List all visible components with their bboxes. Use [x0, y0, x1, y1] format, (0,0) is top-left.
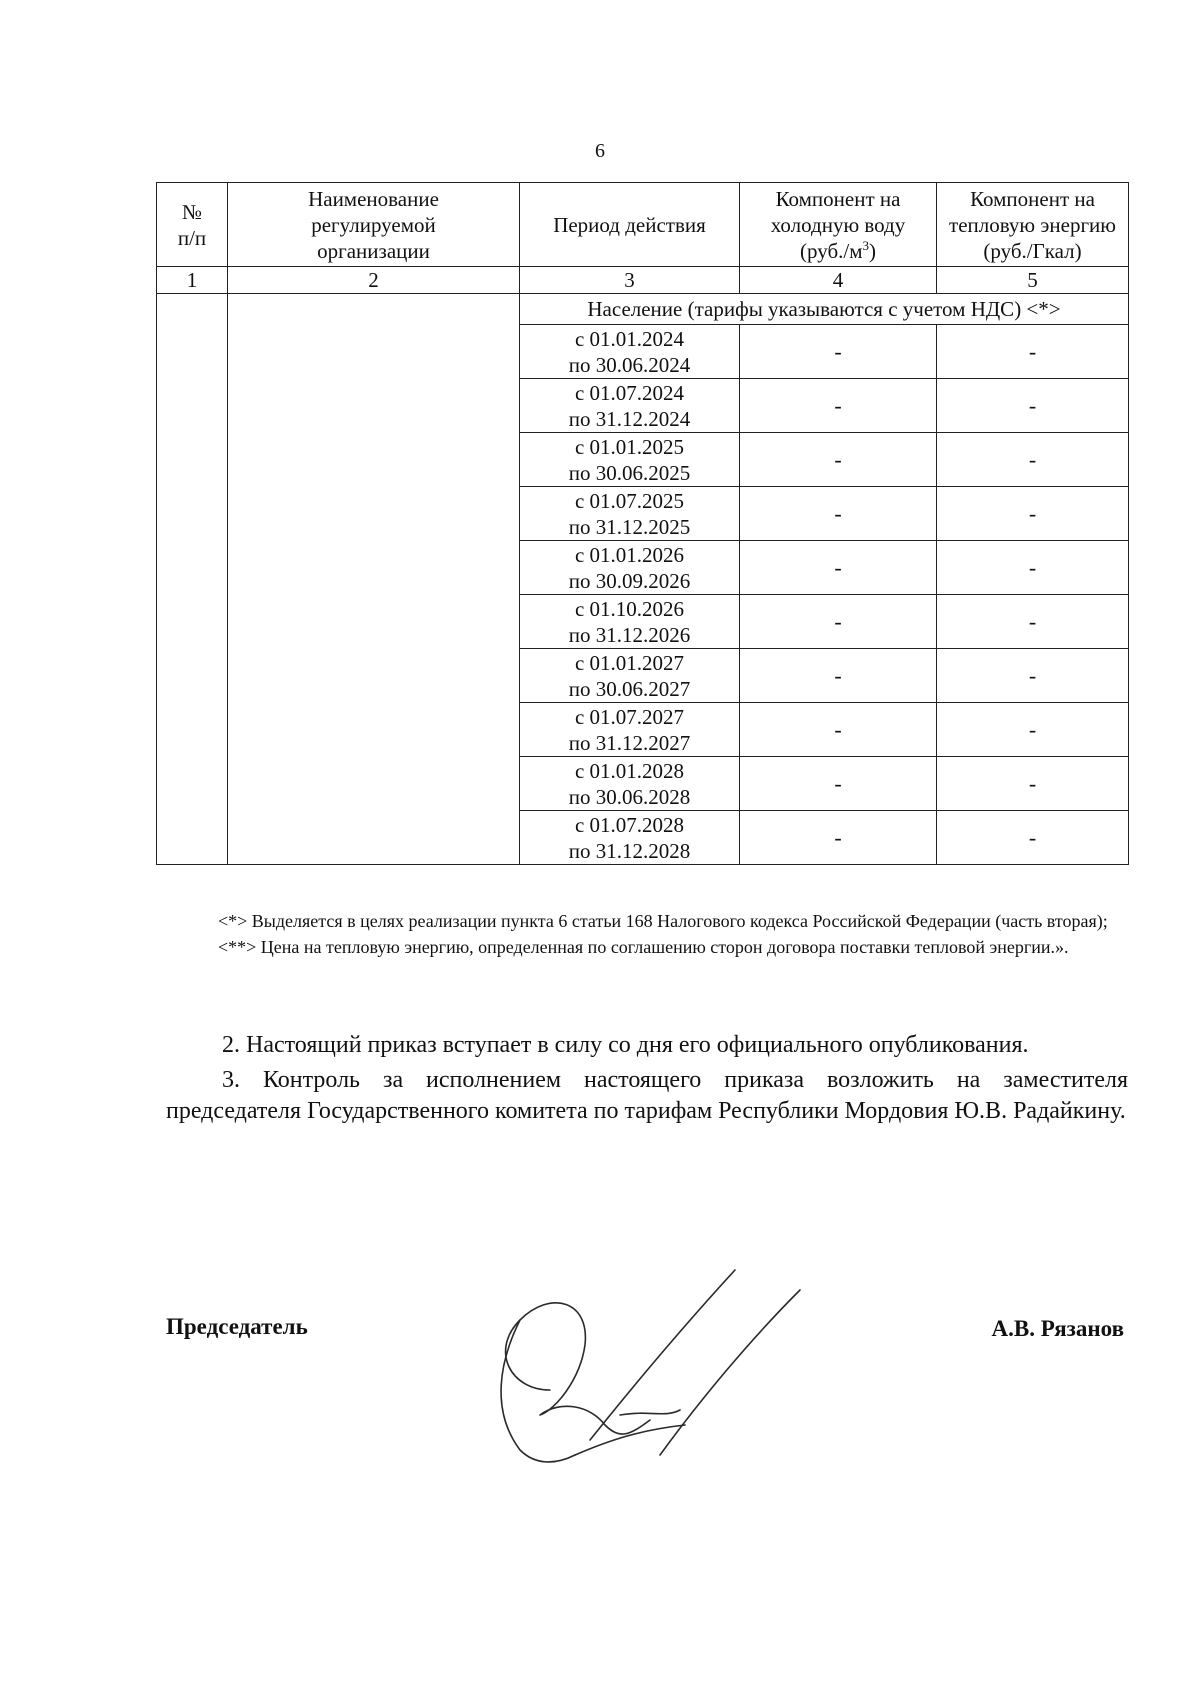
footnote: <*> Выделяется в целях реализации пункта 6 статьи 168 Налогового кодекса Российской Федерации (часть вторая); — [218, 911, 1108, 931]
period-to: по 31.12.2025 — [568, 514, 691, 539]
column-number-row — [157, 267, 1129, 294]
signatory-title: Председатель — [166, 1314, 308, 1339]
period-from: с 01.07.2027 — [574, 704, 685, 729]
period-cell — [520, 541, 740, 595]
header-number: № п/п — [157, 183, 228, 267]
heat-value: - — [937, 325, 1129, 379]
period-from: с 01.01.2024 — [574, 326, 685, 351]
heat-value: - — [937, 649, 1129, 703]
period-to: по 31.12.2028 — [568, 838, 691, 863]
period-to: по 30.06.2027 — [568, 676, 691, 701]
period-cell — [520, 433, 740, 487]
period-from: с 01.01.2026 — [574, 542, 685, 567]
cold-water-value: - — [740, 433, 937, 487]
heat-value: - — [937, 811, 1129, 865]
group-label: Население (тарифы указываются с учетом НДС) <*> — [520, 294, 1129, 325]
header-organization: Наименование регулируемой организации — [228, 183, 520, 267]
cold-water-value: - — [740, 649, 937, 703]
period-cell — [520, 487, 740, 541]
column-number: 1 — [157, 267, 228, 294]
cold-water-value: - — [740, 379, 937, 433]
period-to: по 30.06.2025 — [568, 460, 691, 485]
header-cold-water: Компонент на холодную воду $(руб./м^3)$ — [740, 183, 937, 267]
period-to: по 31.12.2027 — [568, 730, 691, 755]
table-header-row — [157, 183, 1129, 267]
tariff-table — [156, 182, 1129, 865]
empty-organization-cell — [228, 294, 520, 865]
heat-value: - — [937, 487, 1129, 541]
cold-water-value: - — [740, 757, 937, 811]
handwritten-signature — [480, 1240, 840, 1470]
page-number: 6 — [595, 140, 605, 162]
heat-value: - — [937, 379, 1129, 433]
group-row — [157, 294, 1129, 325]
period-cell — [520, 595, 740, 649]
order-item: 3. Контроль за исполнением настоящего приказа возложить на заместителя председателя Государственного комитета по тарифам Республики Мордовия Ю.В. Радайкину. — [166, 1067, 1128, 1124]
period-from: с 01.07.2028 — [574, 812, 685, 837]
cold-water-value: - — [740, 595, 937, 649]
period-from: с 01.10.2026 — [574, 596, 685, 621]
cold-water-value: - — [740, 487, 937, 541]
heat-value: - — [937, 541, 1129, 595]
period-cell — [520, 649, 740, 703]
heat-value: - — [937, 703, 1129, 757]
period-from: с 01.07.2024 — [574, 380, 685, 405]
column-number: 3 — [520, 267, 740, 294]
period-cell — [520, 325, 740, 379]
heat-value: - — [937, 757, 1129, 811]
period-to: по 31.12.2024 — [568, 406, 691, 431]
cold-water-value: - — [740, 541, 937, 595]
period-to: по 30.09.2026 — [568, 568, 691, 593]
signatory-name: А.В. Рязанов — [991, 1316, 1124, 1341]
header-heat: Компонент на тепловую энергию (руб./Гкал) — [937, 183, 1129, 267]
column-number: 4 — [740, 267, 937, 294]
column-number: 2 — [228, 267, 520, 294]
order-items — [166, 1030, 1128, 1131]
period-to: по 30.06.2028 — [568, 784, 691, 809]
period-cell — [520, 379, 740, 433]
period-to: по 31.12.2026 — [568, 622, 691, 647]
period-cell — [520, 811, 740, 865]
heat-value: - — [937, 595, 1129, 649]
cold-water-value: - — [740, 811, 937, 865]
order-item: 2. Настоящий приказ вступает в силу со дня его официального опубликования. — [222, 1032, 1029, 1058]
period-from: с 01.07.2025 — [574, 488, 685, 513]
footnotes — [166, 908, 1128, 960]
period-cell — [520, 757, 740, 811]
period-from: с 01.01.2028 — [574, 758, 685, 783]
header-period: Период действия — [520, 183, 740, 267]
cold-water-value: - — [740, 325, 937, 379]
footnote: <**> Цена на тепловую энергию, определенная по соглашению сторон договора поставки тепловой энергии.». — [218, 937, 1069, 957]
period-cell — [520, 703, 740, 757]
heat-value: - — [937, 433, 1129, 487]
period-from: с 01.01.2027 — [574, 650, 685, 675]
period-from: с 01.01.2025 — [574, 434, 685, 459]
column-number: 5 — [937, 267, 1129, 294]
period-to: по 30.06.2024 — [568, 352, 691, 377]
empty-number-cell — [157, 294, 228, 865]
cold-water-value: - — [740, 703, 937, 757]
